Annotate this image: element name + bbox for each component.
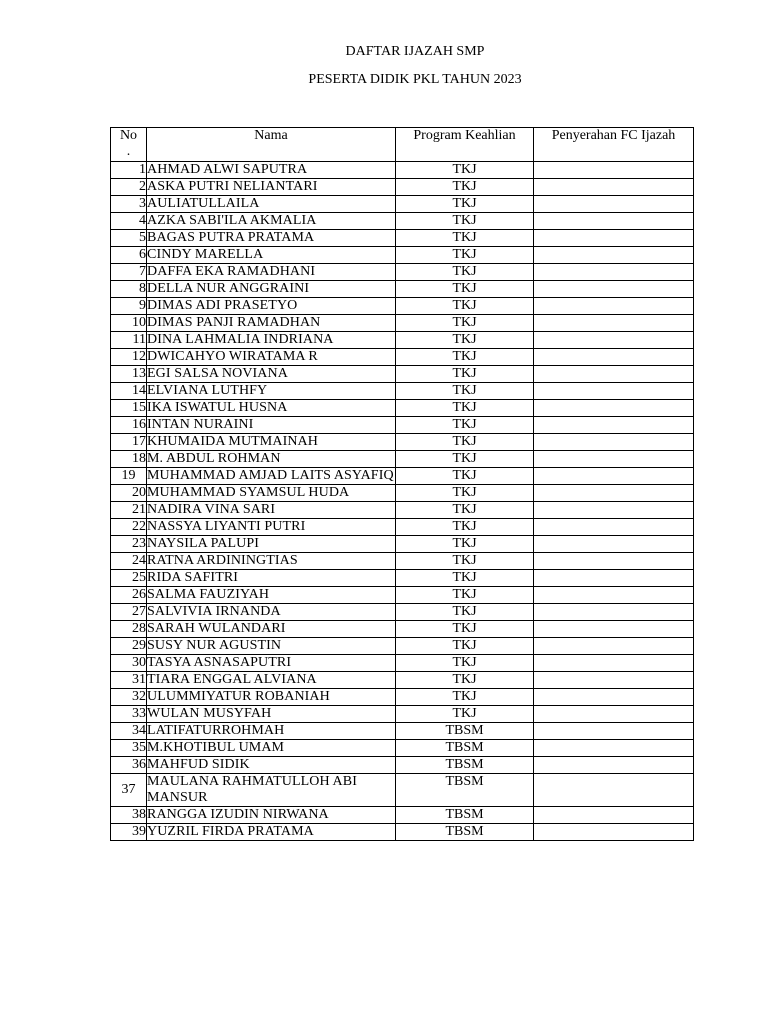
row-number: 22 <box>111 519 147 536</box>
penyerahan-fc-cell <box>534 213 694 230</box>
table-row <box>111 638 694 655</box>
penyerahan-fc-cell <box>534 757 694 774</box>
student-name: DINA LAHMALIA INDRIANA <box>147 332 396 349</box>
student-name: SALMA FAUZIYAH <box>147 587 396 604</box>
student-table <box>110 127 694 841</box>
penyerahan-fc-cell <box>534 740 694 757</box>
penyerahan-fc-cell <box>534 196 694 213</box>
program-keahlian: TKJ <box>396 519 534 536</box>
row-number: 33 <box>111 706 147 723</box>
row-number: 10 <box>111 315 147 332</box>
penyerahan-fc-cell <box>534 349 694 366</box>
student-name: DELLA NUR ANGGRAINI <box>147 281 396 298</box>
table-row <box>111 366 694 383</box>
penyerahan-fc-cell <box>534 774 694 807</box>
row-number: 5 <box>111 230 147 247</box>
penyerahan-fc-cell <box>534 179 694 196</box>
program-keahlian: TKJ <box>396 485 534 502</box>
table-row <box>111 502 694 519</box>
student-name: AHMAD ALWI SAPUTRA <box>147 162 396 179</box>
student-name: NADIRA VINA SARI <box>147 502 396 519</box>
student-name: MAHFUD SIDIK <box>147 757 396 774</box>
penyerahan-fc-cell <box>534 298 694 315</box>
penyerahan-fc-cell <box>534 587 694 604</box>
table-row <box>111 553 694 570</box>
student-name: ELVIANA LUTHFY <box>147 383 396 400</box>
table-row <box>111 807 694 824</box>
student-name: M.KHOTIBUL UMAM <box>147 740 396 757</box>
row-number: 21 <box>111 502 147 519</box>
penyerahan-fc-cell <box>534 247 694 264</box>
program-keahlian: TKJ <box>396 604 534 621</box>
student-name: DIMAS ADI PRASETYO <box>147 298 396 315</box>
penyerahan-fc-cell <box>534 519 694 536</box>
penyerahan-fc-cell <box>534 468 694 485</box>
row-number: 14 <box>111 383 147 400</box>
header-fc: Penyerahan FC Ijazah <box>534 128 694 162</box>
program-keahlian: TKJ <box>396 247 534 264</box>
student-name: AZKA SABI'ILA AKMALIA <box>147 213 396 230</box>
table-row <box>111 349 694 366</box>
student-name: LATIFATURROHMAH <box>147 723 396 740</box>
student-name: NAYSILA PALUPI <box>147 536 396 553</box>
document-title: DAFTAR IJAZAH SMP <box>345 44 485 59</box>
student-name: SARAH WULANDARI <box>147 621 396 638</box>
program-keahlian: TBSM <box>396 723 534 740</box>
table-row <box>111 570 694 587</box>
program-keahlian: TKJ <box>396 706 534 723</box>
table-row <box>111 468 694 485</box>
penyerahan-fc-cell <box>534 621 694 638</box>
row-number: 31 <box>111 672 147 689</box>
row-number: 32 <box>111 689 147 706</box>
row-number: 7 <box>111 264 147 281</box>
table-row <box>111 723 694 740</box>
table-row <box>111 281 694 298</box>
table-row <box>111 485 694 502</box>
penyerahan-fc-cell <box>534 689 694 706</box>
row-number: 35 <box>111 740 147 757</box>
header-name: Nama <box>147 128 396 162</box>
student-name: M. ABDUL ROHMAN <box>147 451 396 468</box>
program-keahlian: TKJ <box>396 434 534 451</box>
row-number: 38 <box>111 807 147 824</box>
penyerahan-fc-cell <box>534 672 694 689</box>
program-keahlian: TKJ <box>396 281 534 298</box>
table-row <box>111 604 694 621</box>
table-row <box>111 332 694 349</box>
penyerahan-fc-cell <box>534 451 694 468</box>
program-keahlian: TKJ <box>396 451 534 468</box>
penyerahan-fc-cell <box>534 502 694 519</box>
row-number: 28 <box>111 621 147 638</box>
table-row <box>111 587 694 604</box>
row-number: 24 <box>111 553 147 570</box>
table-row <box>111 824 694 841</box>
table-row <box>111 740 694 757</box>
table-row <box>111 230 694 247</box>
student-name: DAFFA EKA RAMADHANI <box>147 264 396 281</box>
student-name: BAGAS PUTRA PRATAMA <box>147 230 396 247</box>
table-row <box>111 451 694 468</box>
student-name: RIDA SAFITRI <box>147 570 396 587</box>
table-row <box>111 536 694 553</box>
program-keahlian: TKJ <box>396 298 534 315</box>
table-row <box>111 519 694 536</box>
program-keahlian: TKJ <box>396 383 534 400</box>
student-name: SALVIVIA IRNANDA <box>147 604 396 621</box>
table-row <box>111 196 694 213</box>
table-row <box>111 162 694 179</box>
program-keahlian: TBSM <box>396 824 534 841</box>
program-keahlian: TKJ <box>396 587 534 604</box>
program-keahlian: TKJ <box>396 196 534 213</box>
document-subtitle: PESERTA DIDIK PKL TAHUN 2023 <box>308 72 522 87</box>
program-keahlian: TKJ <box>396 315 534 332</box>
program-keahlian: TKJ <box>396 502 534 519</box>
program-keahlian: TKJ <box>396 400 534 417</box>
penyerahan-fc-cell <box>534 264 694 281</box>
row-number: 4 <box>111 213 147 230</box>
penyerahan-fc-cell <box>534 570 694 587</box>
row-number: 2 <box>111 179 147 196</box>
row-number: 3 <box>111 196 147 213</box>
program-keahlian: TKJ <box>396 468 534 485</box>
student-name: SUSY NUR AGUSTIN <box>147 638 396 655</box>
row-number: 15 <box>111 400 147 417</box>
row-number: 23 <box>111 536 147 553</box>
table-body <box>111 162 694 841</box>
penyerahan-fc-cell <box>534 383 694 400</box>
student-name: YUZRIL FIRDA PRATAMA <box>147 824 396 841</box>
table-row <box>111 247 694 264</box>
penyerahan-fc-cell <box>534 807 694 824</box>
penyerahan-fc-cell <box>534 434 694 451</box>
student-name: EGI SALSA NOVIANA <box>147 366 396 383</box>
penyerahan-fc-cell <box>534 536 694 553</box>
table-header-row <box>111 128 694 162</box>
student-name: INTAN NURAINI <box>147 417 396 434</box>
penyerahan-fc-cell <box>534 723 694 740</box>
table-row <box>111 655 694 672</box>
row-number: 36 <box>111 757 147 774</box>
penyerahan-fc-cell <box>534 332 694 349</box>
penyerahan-fc-cell <box>534 315 694 332</box>
row-number: 39 <box>111 824 147 841</box>
student-name: TASYA ASNASAPUTRI <box>147 655 396 672</box>
program-keahlian: TBSM <box>396 740 534 757</box>
program-keahlian: TKJ <box>396 264 534 281</box>
row-number: 16 <box>111 417 147 434</box>
row-number: 25 <box>111 570 147 587</box>
table-row <box>111 672 694 689</box>
row-number: 8 <box>111 281 147 298</box>
table-row <box>111 757 694 774</box>
row-number: 34 <box>111 723 147 740</box>
program-keahlian: TKJ <box>396 689 534 706</box>
row-number: 30 <box>111 655 147 672</box>
penyerahan-fc-cell <box>534 604 694 621</box>
table-row <box>111 434 694 451</box>
program-keahlian: TKJ <box>396 366 534 383</box>
program-keahlian: TKJ <box>396 655 534 672</box>
student-name: ULUMMIYATUR ROBANIAH <box>147 689 396 706</box>
row-number: 9 <box>111 298 147 315</box>
student-name: AULIATULLAILA <box>147 196 396 213</box>
penyerahan-fc-cell <box>534 824 694 841</box>
student-name: MUHAMMAD AMJAD LAITS ASYAFIQ <box>147 468 394 483</box>
table-row <box>111 264 694 281</box>
program-keahlian: TKJ <box>396 162 534 179</box>
penyerahan-fc-cell <box>534 553 694 570</box>
penyerahan-fc-cell <box>534 655 694 672</box>
table-row <box>111 689 694 706</box>
penyerahan-fc-cell <box>534 706 694 723</box>
student-name: RANGGA IZUDIN NIRWANA <box>147 807 396 824</box>
table-row <box>111 417 694 434</box>
student-name: MUHAMMAD SYAMSUL HUDA <box>147 485 396 502</box>
row-number: 12 <box>111 349 147 366</box>
student-name: DWICAHYO WIRATAMA R <box>147 349 396 366</box>
header-program: Program Keahlian <box>396 128 534 162</box>
penyerahan-fc-cell <box>534 485 694 502</box>
row-number: 6 <box>111 247 147 264</box>
table-row <box>111 315 694 332</box>
student-name: NASSYA LIYANTI PUTRI <box>147 519 396 536</box>
penyerahan-fc-cell <box>534 638 694 655</box>
row-number: 20 <box>111 485 147 502</box>
row-number: 13 <box>111 366 147 383</box>
student-name: WULAN MUSYFAH <box>147 706 396 723</box>
header-no: No . <box>111 128 147 162</box>
penyerahan-fc-cell <box>534 400 694 417</box>
student-name: KHUMAIDA MUTMAINAH <box>147 434 396 451</box>
table-row <box>111 621 694 638</box>
program-keahlian: TKJ <box>396 332 534 349</box>
program-keahlian: TKJ <box>396 349 534 366</box>
table-row <box>111 383 694 400</box>
student-name: DIMAS PANJI RAMADHAN <box>147 315 396 332</box>
program-keahlian: TKJ <box>396 179 534 196</box>
program-keahlian: TKJ <box>396 672 534 689</box>
program-keahlian: TKJ <box>396 553 534 570</box>
student-name: TIARA ENGGAL ALVIANA <box>147 672 396 689</box>
penyerahan-fc-cell <box>534 281 694 298</box>
table-row <box>111 400 694 417</box>
program-keahlian: TBSM <box>396 757 534 774</box>
penyerahan-fc-cell <box>534 417 694 434</box>
program-keahlian: TKJ <box>396 417 534 434</box>
row-number: 29 <box>111 638 147 655</box>
student-name: RATNA ARDININGTIAS <box>147 553 396 570</box>
row-number: 27 <box>111 604 147 621</box>
student-name: CINDY MARELLA <box>147 247 396 264</box>
program-keahlian: TKJ <box>396 213 534 230</box>
program-keahlian: TBSM <box>396 774 534 807</box>
penyerahan-fc-cell <box>534 230 694 247</box>
row-number: 37 <box>111 774 147 807</box>
table-row <box>111 706 694 723</box>
program-keahlian: TKJ <box>396 230 534 247</box>
program-keahlian: TKJ <box>396 638 534 655</box>
student-name: MAULANA RAHMATULLOH ABI MANSUR <box>147 774 396 807</box>
row-number: 17 <box>111 434 147 451</box>
student-name: ASKA PUTRI NELIANTARI <box>147 179 396 196</box>
table-row <box>111 179 694 196</box>
row-number: 19 <box>111 468 147 485</box>
program-keahlian: TBSM <box>396 807 534 824</box>
program-keahlian: TKJ <box>396 536 534 553</box>
table-row <box>111 213 694 230</box>
program-keahlian: TKJ <box>396 621 534 638</box>
table-row <box>111 774 694 807</box>
table-row <box>111 298 694 315</box>
penyerahan-fc-cell <box>534 366 694 383</box>
row-number: 11 <box>111 332 147 349</box>
program-keahlian: TKJ <box>396 570 534 587</box>
row-number: 1 <box>111 162 147 179</box>
student-name: IKA ISWATUL HUSNA <box>147 400 396 417</box>
penyerahan-fc-cell <box>534 162 694 179</box>
row-number: 26 <box>111 587 147 604</box>
row-number: 18 <box>111 451 147 468</box>
